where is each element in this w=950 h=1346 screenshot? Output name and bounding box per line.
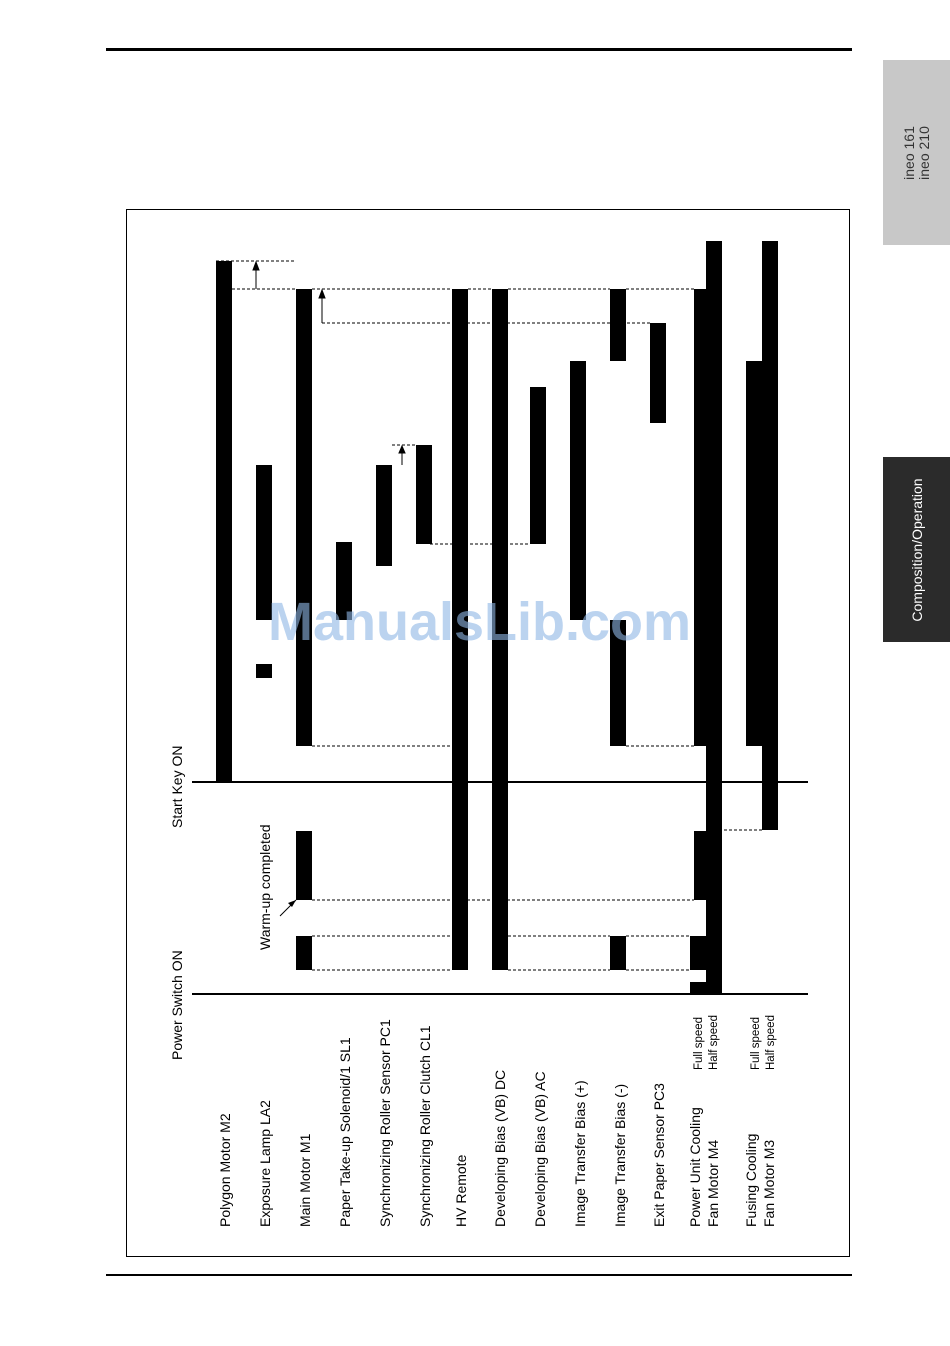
signal-label-13b: Fan Motor M3: [761, 1139, 777, 1227]
signal-label-2: Main Motor M1: [297, 1133, 313, 1227]
bar-m4-full-2: [694, 831, 710, 900]
bar-transfer-plus: [570, 361, 586, 620]
m4-full-speed: Full speed: [693, 1016, 705, 1070]
timing-arrows: [253, 262, 405, 465]
bar-sync-sensor: [376, 465, 392, 566]
m4-half-speed: Half speed: [708, 1015, 720, 1070]
signal-label-0: Polygon Motor M2: [217, 1113, 233, 1227]
m3-half-speed: Half speed: [765, 1015, 777, 1070]
signal-label-7: Developing Bias (VB) DC: [492, 1069, 508, 1227]
signal-label-13a: Fusing Cooling: [743, 1133, 759, 1227]
bar-m3-full: [746, 361, 764, 746]
signal-label-10: Image Transfer Bias (-): [612, 1083, 628, 1227]
signal-label-3: Paper Take-up Solenoid/1 SL1: [337, 1037, 353, 1227]
section-tab-label: Composition/Operation: [908, 477, 925, 622]
signal-label-1: Exposure Lamp LA2: [257, 1100, 273, 1227]
signal-label-9: Image Transfer Bias (+): [572, 1080, 588, 1227]
bar-m4-full-1: [694, 289, 710, 746]
model-name-2: ineo 210: [915, 125, 932, 180]
bar-sync-clutch: [416, 445, 432, 544]
warmup-label: Warm-up completed: [257, 824, 273, 950]
bar-polygon-motor: [216, 261, 232, 782]
bar-exit-sensor: [650, 323, 666, 423]
start-key-label: Start Key ON: [169, 745, 185, 828]
bar-main-motor-init: [296, 936, 312, 970]
bar-m3-half: [762, 241, 778, 830]
m3-full-speed: Full speed: [750, 1016, 762, 1070]
warmup-arrowhead: [288, 900, 296, 907]
signal-label-5: Synchronizing Roller Clutch CL1: [417, 1025, 433, 1227]
bar-main-motor-warmup: [296, 831, 312, 900]
bar-main-motor: [296, 289, 312, 746]
signal-label-11: Exit Paper Sensor PC3: [651, 1083, 667, 1227]
watermark: ManualsLib.com: [268, 592, 692, 652]
bar-transfer-minus-1: [610, 289, 626, 361]
power-switch-label: Power Switch ON: [169, 950, 185, 1060]
signal-label-6: HV Remote: [453, 1154, 469, 1227]
signal-label-12b: Fan Motor M4: [705, 1139, 721, 1227]
bar-transfer-minus-3: [610, 936, 626, 970]
model-name-1: ineo 161: [900, 125, 917, 180]
signal-label-8: Developing Bias (VB) AC: [532, 1071, 548, 1227]
bar-dev-bias-ac: [530, 387, 546, 544]
signal-label-4: Synchronizing Roller Sensor PC1: [377, 1019, 393, 1227]
bar-m4-full-4: [690, 982, 708, 994]
signal-label-12a: Power Unit Cooling: [687, 1107, 703, 1227]
bar-exposure-lamp-2: [256, 664, 272, 678]
bar-m4-full-3: [690, 936, 708, 970]
